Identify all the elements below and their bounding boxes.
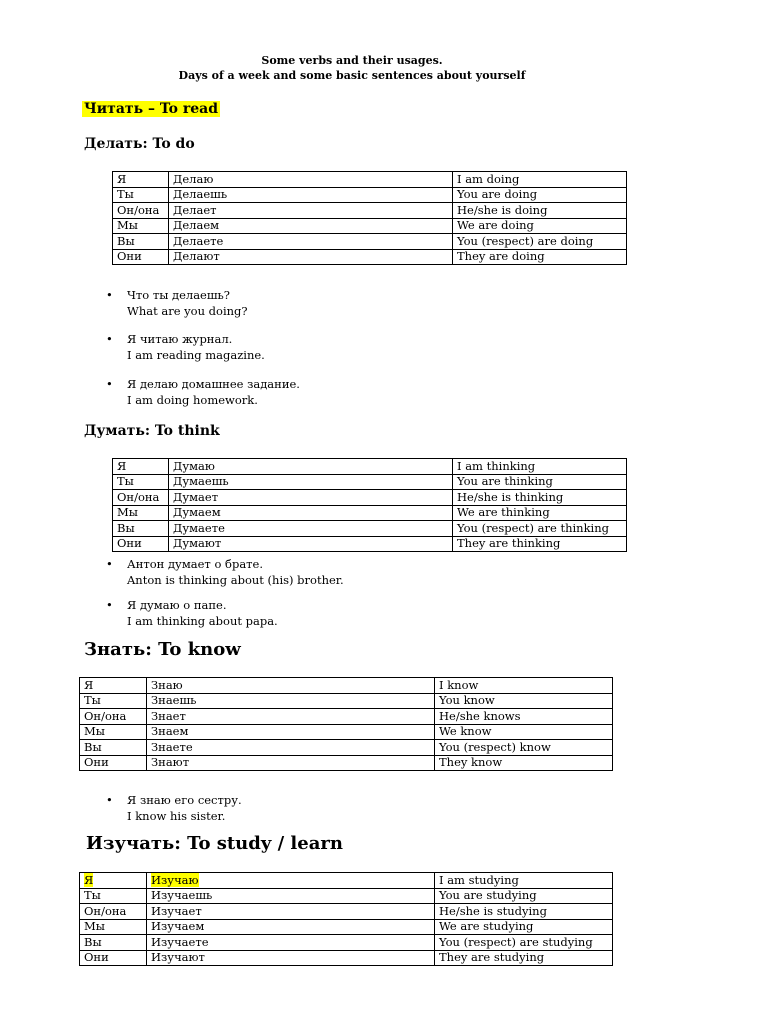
do-pronoun-cell: Вы (113, 234, 169, 250)
study-pronoun-cell (80, 873, 147, 889)
think-pronoun-cell: Они (113, 536, 169, 552)
document-title-line-2: Days of a week and some basic sentences about yourself (178, 69, 526, 82)
study-english-translation-cell: We are studying (435, 919, 613, 935)
table-row (80, 935, 613, 951)
table-row (113, 172, 627, 188)
know-english-translation-cell: You (respect) know (435, 740, 613, 756)
study-russian-form-cell: Изучаете (147, 935, 435, 951)
section-heading-know: Знать: To know (84, 639, 241, 660)
table-row (80, 873, 613, 889)
think-english-translation-cell: You (respect) are thinking (453, 521, 627, 537)
example-russian: Я знаю его сестру. (127, 793, 242, 807)
know-russian-form-cell: Знают (147, 755, 435, 771)
do-russian-form-cell: Делаешь (169, 187, 453, 203)
do-russian-form-cell: Делаете (169, 234, 453, 250)
study-english-translation-cell: You are studying (435, 888, 613, 904)
think-pronoun-cell: Ты (113, 474, 169, 490)
table-row (113, 505, 627, 521)
think-english-translation-cell: We are thinking (453, 505, 627, 521)
study-russian-form-cell: Изучаешь (147, 888, 435, 904)
know-pronoun-cell: Я (80, 678, 147, 694)
think-russian-form-cell: Думаю (169, 459, 453, 475)
study-english-translation-cell: I am studying (435, 873, 613, 889)
know-english-translation-cell: We know (435, 724, 613, 740)
bullet-icon: • (106, 288, 113, 302)
think-pronoun-cell: Он/она (113, 490, 169, 506)
think-english-translation-cell: I am thinking (453, 459, 627, 475)
do-russian-form-cell: Делаем (169, 218, 453, 234)
highlighted-text: Я (84, 872, 94, 887)
table-row (113, 474, 627, 490)
do-english-translation-cell: You are doing (453, 187, 627, 203)
know-pronoun-cell: Они (80, 755, 147, 771)
example-english: I know his sister. (127, 808, 226, 823)
bullet-icon: • (106, 332, 113, 346)
bullet-icon: • (106, 377, 113, 391)
study-pronoun-cell: Он/она (80, 904, 147, 920)
example-do-2 (106, 332, 265, 363)
table-row (113, 249, 627, 265)
conjugation-table-do (112, 171, 627, 265)
table-row (113, 459, 627, 475)
know-russian-form-cell: Знаем (147, 724, 435, 740)
table-row (80, 678, 613, 694)
example-russian: Я читаю журнал. (127, 332, 233, 346)
table-row (80, 709, 613, 725)
table-row (80, 693, 613, 709)
example-russian: Я думаю о папе. (127, 598, 227, 612)
example-english: I am reading magazine. (127, 347, 265, 362)
document-title-line-1: Some verbs and their usages. (261, 54, 443, 67)
table-row (113, 203, 627, 219)
know-english-translation-cell: They know (435, 755, 613, 771)
example-russian: Я делаю домашнее задание. (127, 377, 300, 391)
table-row (113, 490, 627, 506)
example-know-1 (106, 793, 242, 824)
do-russian-form-cell: Делаю (169, 172, 453, 188)
know-russian-form-cell: Знаете (147, 740, 435, 756)
table-row (113, 187, 627, 203)
table-row (80, 919, 613, 935)
section-heading-study: Изучать: To study / learn (86, 833, 343, 854)
table-row (80, 740, 613, 756)
do-pronoun-cell: Они (113, 249, 169, 265)
know-pronoun-cell: Он/она (80, 709, 147, 725)
think-russian-form-cell: Думают (169, 536, 453, 552)
example-english: I am thinking about papa. (127, 613, 278, 628)
conjugation-table-study (79, 872, 613, 966)
table-row (80, 888, 613, 904)
table-row (113, 234, 627, 250)
study-pronoun-cell: Мы (80, 919, 147, 935)
know-russian-form-cell: Знает (147, 709, 435, 725)
conjugation-table-know (79, 677, 613, 771)
table-row (80, 724, 613, 740)
think-pronoun-cell: Я (113, 459, 169, 475)
know-english-translation-cell: He/she knows (435, 709, 613, 725)
do-pronoun-cell: Я (113, 172, 169, 188)
think-russian-form-cell: Думаете (169, 521, 453, 537)
example-think-2 (106, 598, 278, 629)
do-russian-form-cell: Делает (169, 203, 453, 219)
know-pronoun-cell: Мы (80, 724, 147, 740)
example-do-3 (106, 377, 300, 408)
example-russian: Антон думает о брате. (127, 557, 263, 571)
bullet-icon: • (106, 793, 113, 807)
know-pronoun-cell: Ты (80, 693, 147, 709)
section-heading-do: Делать: To do (84, 136, 195, 152)
table-row (113, 521, 627, 537)
section-heading-read (82, 100, 220, 118)
study-english-translation-cell: He/she is studying (435, 904, 613, 920)
think-russian-form-cell: Думаешь (169, 474, 453, 490)
study-pronoun-cell: Вы (80, 935, 147, 951)
table-row (80, 904, 613, 920)
think-english-translation-cell: He/she is thinking (453, 490, 627, 506)
do-russian-form-cell: Делают (169, 249, 453, 265)
example-english: What are you doing? (127, 303, 248, 318)
study-russian-form-cell: Изучает (147, 904, 435, 920)
example-do-1 (106, 288, 248, 319)
know-russian-form-cell: Знаешь (147, 693, 435, 709)
know-english-translation-cell: I know (435, 678, 613, 694)
section-heading-think: Думать: To think (84, 423, 220, 439)
do-english-translation-cell: I am doing (453, 172, 627, 188)
bullet-icon: • (106, 557, 113, 571)
do-pronoun-cell: Он/она (113, 203, 169, 219)
think-russian-form-cell: Думает (169, 490, 453, 506)
think-russian-form-cell: Думаем (169, 505, 453, 521)
highlighted-heading-text: Читать – To read (84, 101, 219, 117)
study-english-translation-cell: They are studying (435, 950, 613, 966)
know-pronoun-cell: Вы (80, 740, 147, 756)
example-english: I am doing homework. (127, 392, 258, 407)
think-english-translation-cell: They are thinking (453, 536, 627, 552)
do-english-translation-cell: They are doing (453, 249, 627, 265)
table-row (113, 218, 627, 234)
bullet-icon: • (106, 598, 113, 612)
think-pronoun-cell: Вы (113, 521, 169, 537)
study-russian-form-cell (147, 873, 435, 889)
example-think-1 (106, 557, 344, 588)
study-pronoun-cell: Они (80, 950, 147, 966)
study-russian-form-cell: Изучают (147, 950, 435, 966)
do-pronoun-cell: Мы (113, 218, 169, 234)
study-english-translation-cell: You (respect) are studying (435, 935, 613, 951)
table-row (80, 755, 613, 771)
conjugation-table-think (112, 458, 627, 552)
know-english-translation-cell: You know (435, 693, 613, 709)
think-english-translation-cell: You are thinking (453, 474, 627, 490)
know-russian-form-cell: Знаю (147, 678, 435, 694)
think-pronoun-cell: Мы (113, 505, 169, 521)
highlighted-text: Изучаю (151, 872, 199, 887)
do-english-translation-cell: You (respect) are doing (453, 234, 627, 250)
table-row (80, 950, 613, 966)
study-pronoun-cell: Ты (80, 888, 147, 904)
study-russian-form-cell: Изучаем (147, 919, 435, 935)
table-row (113, 536, 627, 552)
do-english-translation-cell: We are doing (453, 218, 627, 234)
example-russian: Что ты делаешь? (127, 288, 230, 302)
do-pronoun-cell: Ты (113, 187, 169, 203)
do-english-translation-cell: He/she is doing (453, 203, 627, 219)
example-english: Anton is thinking about (his) brother. (127, 572, 344, 587)
